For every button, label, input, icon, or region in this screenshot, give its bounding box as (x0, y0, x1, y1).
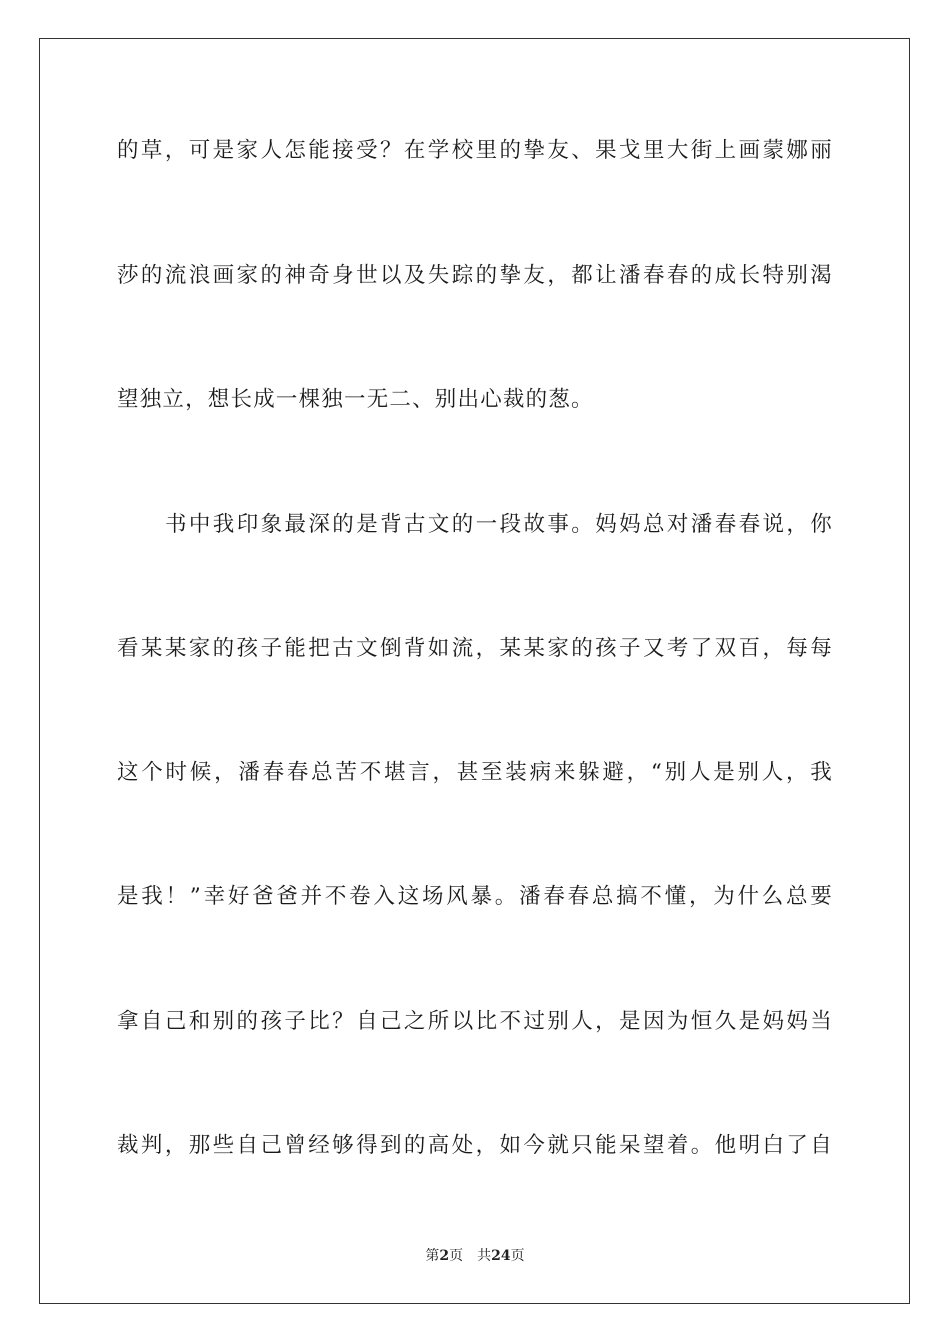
page-footer (0, 1247, 950, 1265)
text-line: 的草，可是家人怎能接受？在学校里的挚友、果戈里大街上画蒙娜丽 (117, 138, 833, 163)
total-pages: 24 (491, 1248, 511, 1264)
text-line: 看某某家的孩子能把古文倒背如流，某某家的孩子又考了双百，每每 (117, 636, 833, 661)
text-line: 是我！”幸好爸爸并不卷入这场风暴。潘春春总搞不懂，为什么总要 (117, 884, 833, 909)
text-line: 这个时候，潘春春总苦不堪言，甚至装病来躲避，“别人是别人，我 (117, 760, 833, 785)
text-line: 望独立，想长成一棵独一无二、别出心裁的葱。 (117, 387, 594, 412)
paragraph-first-line: 书中我印象最深的是背古文的一段故事。妈妈总对潘春春说，你 (165, 512, 833, 537)
page-number: 2 (439, 1248, 450, 1264)
text-line: 裁判，那些自己曾经够得到的高处，如今就只能呆望着。他明白了自 (117, 1133, 833, 1158)
total-suffix: 页 (510, 1248, 525, 1264)
text-line: 莎的流浪画家的神奇身世以及失踪的挚友，都让潘春春的成长特别渴 (117, 263, 833, 288)
page-prefix: 第 (425, 1248, 440, 1264)
text-line: 拿自己和别的孩子比？自己之所以比不过别人，是因为恒久是妈妈当 (117, 1009, 833, 1034)
total-prefix: 共 (477, 1248, 492, 1264)
page-suffix: 页 (449, 1248, 464, 1264)
page-border (39, 38, 910, 1304)
